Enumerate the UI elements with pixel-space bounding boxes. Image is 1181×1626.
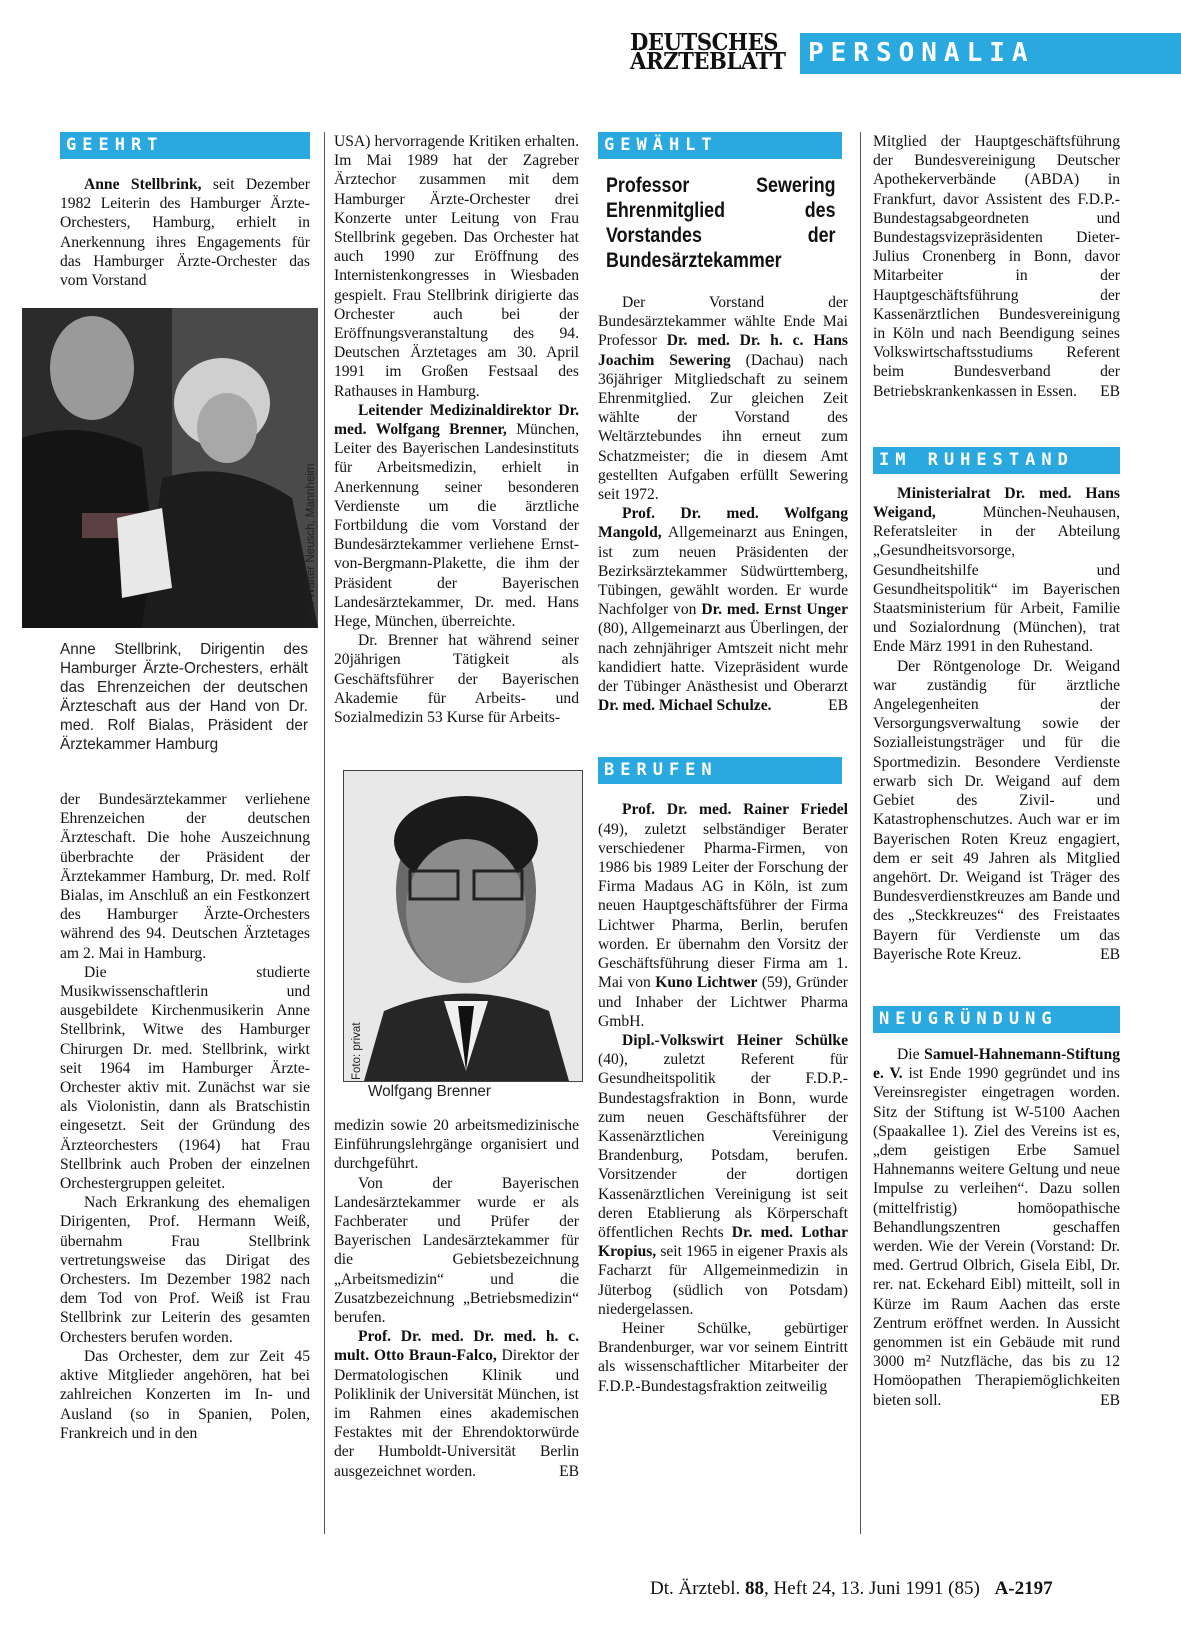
article-paragraph: Ministerialrat Dr. med. Hans Weigand, München-Neuhausen, Referatsleiter in der Abteilung „Gesundheitsvorsorge, Gesundheitshilfe und Gesundheitspolitik“ im Bayerischen Staatsministerium für Arbeit, Familie und Sozialordnung (München), trat Ende März 1991 in den Ruhestand. xyxy=(873,484,1120,656)
photo-credit: Foto: privat xyxy=(351,1022,363,1080)
article-paragraph: Die studierte Musikwissenschaftlerin und ausgebildete Kirchenmusikerin Anne Stellbrink, Witwe des Hamburger Chirurgen Dr. med. Stellbrink, wirkt seit 1964 im Hamburger Ärzte-Orchester aktiv mit. Zunächst war sie als Violonistin, dann als Bratschistin eingesetzt. Seit der Gründung des Ärzteorchesters (1964) hat Frau Stellbrink auch Proben der einzelnen Orchestergruppen geleitet. xyxy=(60,963,310,1193)
article-paragraph: Dr. Brenner hat während seiner 20jährigen Tätigkeit als Geschäftsführer der Bayerischen Akademie für Arbeits- und Sozialmedizin 53 Kurse für Arbeits- xyxy=(334,632,579,727)
person-name: Kuno Lichtwer xyxy=(655,974,758,992)
column-1-cont xyxy=(60,790,310,1443)
section-head-gewaehlt: GEWÄHLT xyxy=(598,132,842,159)
page-number: A-2197 xyxy=(994,1578,1053,1599)
masthead-line2: ÄRZTEBLATT xyxy=(630,48,786,75)
column-2-cont xyxy=(334,1116,579,1481)
column-4 xyxy=(873,132,1120,1410)
author-initials: EB xyxy=(559,1462,579,1480)
person-name: Dr. med. Dr. h. c. Hans Joachim Sewering xyxy=(598,332,848,369)
person-name: Anne Stellbrink, xyxy=(84,176,202,193)
photo-illustration xyxy=(22,308,318,628)
masthead-line1: DEUTSCHES xyxy=(630,29,779,56)
person-name: Ministerialrat Dr. med. Hans Weigand, xyxy=(873,484,1120,522)
person-name: Prof. Dr. med. Dr. med. h. c. mult. Otto Braun-Falco, xyxy=(334,1328,579,1365)
article-paragraph: Das Orchester, dem zur Zeit 45 aktive Mitglieder angehören, hat bei zahlreichen Konzerten im In- und Ausland (so in Spanien, Polen, Frankreich und in den xyxy=(60,1347,310,1442)
section-head-geehrt: GEEHRT xyxy=(60,132,310,159)
column-3 xyxy=(598,132,848,1396)
section-head-neugruendung: NEUGRÜNDUNG xyxy=(873,1006,1120,1033)
volume-number: 88 xyxy=(744,1578,764,1599)
citation-label: Dt. Ärztebl. xyxy=(650,1578,745,1599)
article-paragraph: Der Röntgenologe Dr. Weigand war zuständig für ärztliche Angelegenheiten der Versorgungsverwaltung sowie der Sozialleistungsträger und für die Sportmedizin. Besondere Verdienste erwarb sich Dr. Weigand auf dem Gebiet des Zivil- und Katastrophenschutzes. Auch war er im Bayerischen Roten Kreuz engagiert, dem er seit 49 Jahren als Mitglied angehört. Dr. Weigand ist Träger des Bundesverdienstkreuzes am Bande und des „Steckkreuzes“ des Freistaates Bayern für Verdienste um das Bayerische Rote Kreuz. EB xyxy=(873,657,1120,963)
article-paragraph: Von der Bayerischen Landesärztekammer wurde er als Fachberater und Prüfer der Bayerischen Landesärztekammer für die Gebietsbezeichnung „Arbeitsmedizin“ und die Zusatzbezeichnung „Betriebsmedizin“ berufen. xyxy=(334,1174,579,1327)
issue-info: , Heft 24, 13. Juni 1991 (85) xyxy=(763,1578,980,1599)
person-name: Prof. Dr. med. Rainer Friedel xyxy=(622,801,848,819)
article-headline: Professor Sewering Ehrenmitglied des Vorstandes der Bundesärztekammer xyxy=(606,174,836,272)
person-name: Dr. med. Ernst Unger xyxy=(701,601,848,619)
page-footer xyxy=(650,1578,1181,1600)
photo-caption: Anne Stellbrink, Dirigentin des Hamburger Ärzte-Orchesters, erhält das Ehrenzeichen der deutschen Ärzteschaft aus der Hand von Dr. med. Rolf Bialas, Präsident der Ärztekammer Hamburg xyxy=(60,641,308,753)
column-rule xyxy=(860,132,861,1534)
photo-credit: Foto: Walter Neusch, Mannheim xyxy=(305,463,317,628)
person-name: Dr. med. Michael Schulze. xyxy=(598,697,772,715)
article-paragraph: Der Vorstand der Bundesärztekammer wählte Ende Mai Professor Dr. med. Dr. h. c. Hans Joachim Sewering (Dachau) nach 36jähriger Mitgliedschaft zu seinem Ehrenmitglied. Zur gleichen Zeit wählte der Vorstand des Weltärztebundes ihn erneut zum Schatzmeister; die in diesem Amt gestellten Aufgaben erfüllt Sewering seit 1972. xyxy=(598,294,848,504)
article-paragraph: der Bundesärztekammer verliehene Ehrenzeichen der deutschen Ärzteschaft. Die hohe Auszeichnung überbrachte der Präsident der Ärztekammer Hamburg, Dr. med. Rolf Bialas, im Anschluß an ein Festkonzert des Hamburger Ärzte-Orchesters während des 94. Deutschen Ärztetages am 2. Mai in Hamburg. xyxy=(60,791,310,962)
person-name: Prof. Dr. med. Wolfgang Mangold, xyxy=(598,505,848,542)
portrait-illustration xyxy=(344,771,582,1081)
column-2 xyxy=(334,132,579,727)
author-initials: EB xyxy=(1100,945,1120,963)
article-paragraph: Nach Erkrankung des ehemaligen Dirigenten, Prof. Hermann Weiß, übernahm Frau Stellbrink vertretungsweise das Dirigat des Orchesters. Im Dezember 1982 nach dem Tod von Prof. Weiß ist Frau Stellbrink zur Leiterin des gesamten Orchesters berufen worden. xyxy=(60,1194,310,1346)
article-paragraph: Anne Stellbrink, seit Dezember 1982 Leiterin des Hamburger Ärzte-Orchesters, Hamburg, erhielt in Anerkennung ihres Engagements für das Hamburger Ärzte-Orchester das vom Vorstand xyxy=(60,176,310,290)
article-paragraph: Prof. Dr. med. Dr. med. h. c. mult. Otto Braun-Falco, Direktor der Dermatologischen Klinik und Poliklinik der Universität München, ist im Rahmen eines akademischen Festaktes mit der Ehrendoktorwürde der Humboldt-Universität Berlin ausgezeichnet worden. EB xyxy=(334,1328,579,1480)
author-initials: EB xyxy=(1100,382,1120,400)
person-name: Leitender Medizinaldirektor Dr. med. Wolfgang Brenner, xyxy=(334,401,579,439)
photo-stellbrink xyxy=(22,308,318,628)
article-paragraph: Heiner Schülke, gebürtiger Brandenburger, war vor seinem Eintritt als wissenschaftlicher Mitarbeiter der F.D.P.-Bundestagsfraktion zeitweilig xyxy=(598,1319,848,1395)
section-head-berufen: BERUFEN xyxy=(598,757,842,784)
article-paragraph: Dipl.-Volkswirt Heiner Schülke (40), zuletzt Referent für Gesundheitspolitik der F.D.P.-Bundestagsfraktion in Bonn, wurde zum neuen Geschäftsführer der Kassenärztlichen Vereinigung Brandenburg, Potsdam, berufen. Vorsitzender der dortigen Kassenärztlichen Vereinigung ist seit deren Etablierung als Körperschaft öffentlichen Rechts Dr. med. Lothar Kropius, seit 1965 in eigener Praxis als Facharzt für Allgemeinmedizin in Jüterbog (südlich von Potsdam) niedergelassen. xyxy=(598,1031,848,1318)
column-1 xyxy=(60,132,310,290)
article-paragraph: Die Samuel-Hahnemann-Stiftung e. V. ist Ende 1990 gegründet und ins Vereinsregister eingetragen worden. Sitz der Stiftung ist W-5100 Aachen (Spaakallee 1). Ziel des Vereins ist es, „dem geistigen Erbe Samuel Hahnemanns weitere Geltung und neue Impulse zu verleihen“. Dazu sollen (mittelfristig) homöopathische Behandlungszentren geschaffen werden. Wie der Verein (Vorstand: Dr. med. Gertrud Olbrich, Gisela Eibl, Dr. rer. nat. Eckehard Eibl) mitteilt, soll in Kürze im Raum Aachen das erste Zentrum eröffnet werden. In Aussicht genommen ist ein Gebäude mit rund 3000 m² Nutzfläche, das bis zu 12 Homöopathen Therapiemöglichkeiten bieten soll. EB xyxy=(873,1045,1120,1409)
section-banner: PERSONALIA xyxy=(800,33,1181,74)
person-name: Dr. med. Lothar Kropius, xyxy=(598,1223,848,1261)
photo-caption: Wolfgang Brenner xyxy=(368,1083,492,1100)
article-paragraph: Mitglied der Hauptgeschäftsführung der Bundesvereinigung Deutscher Apothekerverbände (ABDA) in Frankfurt, davor Assistent des F.D.P.-Bundestagsabgeordneten und Bundestagsvizepräsidenten Dieter-Julius Cronenberg in Bonn, davor Mitarbeiter in der Hauptgeschäftsführung der Kassenärztlichen Bundesvereinigung in Köln und nach Beendigung seines Volkswirtschaftsstudiums Referent beim Bundesverband der Betriebskrankenkassen in Essen. EB xyxy=(873,133,1120,400)
article-paragraph: Prof. Dr. med. Rainer Friedel (49), zuletzt selbständiger Berater verschiedener Pharma-Firmen, von 1986 bis 1989 Leiter der Forschung der Firma Madaus AG in Köln, ist zum neuen Hauptgeschäftsführer der Firma Lichtwer Pharma, Berlin, berufen worden. Er übernahm den Vorsitz der Geschäftsführung dieser Firma am 1. Mai von Kuno Lichtwer (59), Gründer und Inhaber der Lichtwer Pharma GmbH. xyxy=(598,801,849,1030)
author-initials: EB xyxy=(1100,1391,1120,1409)
article-paragraph: USA) hervorragende Kritiken erhalten. Im Mai 1989 hat der Zagreber Ärztechor zusammen mit dem Hamburger Ärzte-Orchester drei Konzerte unter Leitung von Frau Stellbrink gegeben. Das Orchester hat auch 1990 zur Eröffnung des Internistenkongresses in Wiesbaden gespielt. Frau Stellbrink dirigierte das Orchester auch bei der Eröffnungsveranstaltung des 94. Deutschen Ärztetages am 30. April 1991 im Großen Festsaal des Rathauses in Hamburg. xyxy=(334,133,579,400)
photo-brenner xyxy=(343,770,583,1082)
article-paragraph: medizin sowie 20 arbeitsmedizinische Einführungslehrgänge organisiert und durchgeführt. xyxy=(334,1117,579,1173)
organization-name: Samuel-Hahnemann-Stiftung e. V. xyxy=(873,1045,1120,1083)
article-paragraph: Leitender Medizinaldirektor Dr. med. Wolfgang Brenner, München, Leiter des Bayerischen Landesinstituts für Arbeitsmedizin, erhielt in Anerkennung seiner besonderen Verdienste um die ärztliche Fortbildung die vom Vorstand der Bundesärztekammer verliehene Ernst-von-Bergmann-Plakette, die ihm der Präsident der Bayerischen Landesärztekammer, Dr. med. Hans Hege, München, überreichte. xyxy=(334,401,579,631)
section-head-ruhestand: IM RUHESTAND xyxy=(873,447,1120,474)
column-rule xyxy=(324,132,325,1534)
author-initials: EB xyxy=(828,697,848,715)
masthead-logo xyxy=(630,29,786,75)
person-name: Dipl.-Volkswirt Heiner Schülke xyxy=(622,1031,848,1049)
article-paragraph: Prof. Dr. med. Wolfgang Mangold, Allgemeinarzt aus Eningen, ist zum neuen Präsidenten der Bezirksärztekammer Südwürttemberg, Tübingen, gewählt worden. Er wurde Nachfolger von Dr. med. Ernst Unger (80), Allgemeinarzt aus Überlingen, der nach zehnjähriger Amtszeit nicht mehr kandidiert hatte. Vizepräsident wurde der Tübinger Anästhesist und Oberarzt Dr. med. Michael Schulze. EB xyxy=(598,505,848,715)
